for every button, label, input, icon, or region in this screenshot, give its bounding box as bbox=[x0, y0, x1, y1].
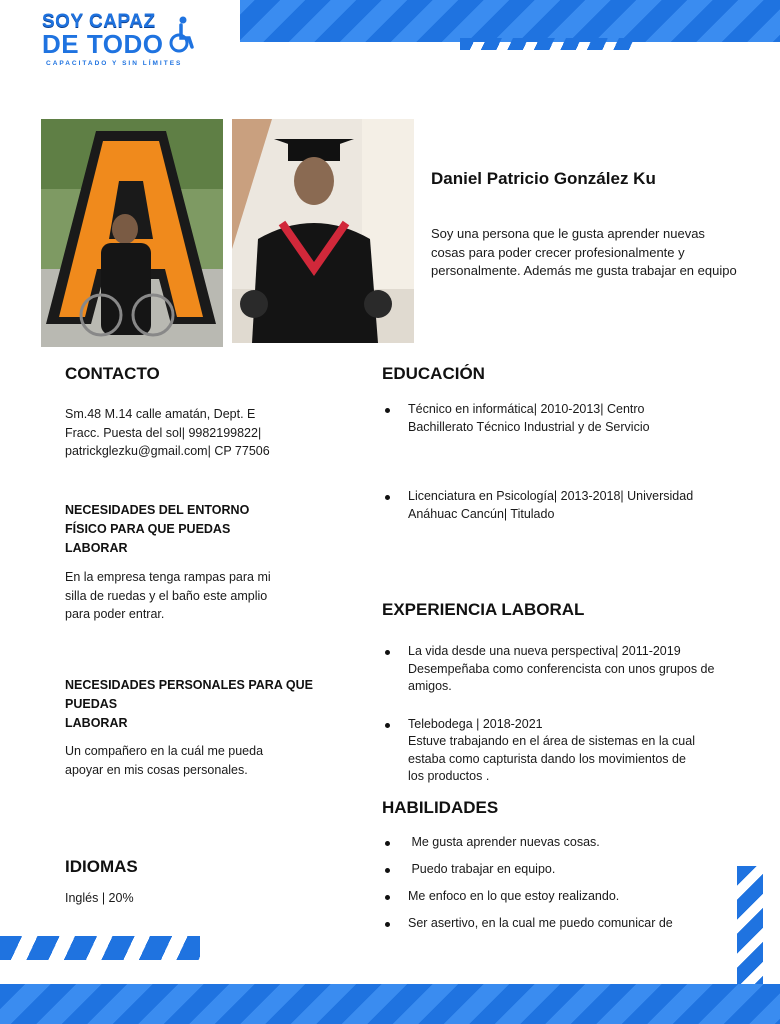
contact-details bbox=[65, 405, 345, 461]
list-item: Me enfoco en lo que estoy realizando. bbox=[382, 888, 732, 906]
physical-needs-heading-line: NECESIDADES DEL ENTORNO bbox=[65, 503, 250, 517]
skills-list bbox=[382, 834, 732, 933]
education-item-line: Técnico en informática| 2010-2013| Centro bbox=[408, 402, 645, 416]
profile-summary: Soy una persona que le gusta aprender nuevas cosas para poder crecer profesionalmente y personalmente. Además me gusta trabajar en equipo bbox=[431, 226, 737, 278]
skills-heading: HABILIDADES bbox=[382, 798, 499, 817]
experience-item-line: Telebodega | 2018-2021 bbox=[408, 716, 543, 731]
personal-needs-heading-line: PUEDAS bbox=[65, 697, 118, 711]
experience-heading: EXPERIENCIA LABORAL bbox=[382, 600, 585, 619]
list-item: Ser asertivo, en la cual me puedo comunicar de bbox=[382, 915, 732, 933]
personal-needs-heading bbox=[65, 676, 355, 733]
personal-needs-text bbox=[65, 742, 345, 779]
list-item bbox=[382, 643, 752, 696]
physical-needs-line: para poder entrar. bbox=[65, 607, 165, 621]
education-item-line: Anáhuac Cancún| Titulado bbox=[408, 506, 555, 521]
wheelchair-icon bbox=[167, 14, 195, 54]
profile-photo-letter bbox=[41, 119, 223, 347]
bottom-stripe-band bbox=[0, 984, 780, 1024]
list-item: Puedo trabajar en equipo. bbox=[382, 861, 732, 879]
physical-needs-heading-line: FÍSICO PARA QUE PUEDAS bbox=[65, 522, 231, 536]
personal-needs-line: Un compañero en la cuál me pueda bbox=[65, 744, 264, 758]
side-stripe-accent bbox=[737, 866, 763, 996]
experience-item-line: estaba como capturista dando los movimientos de bbox=[408, 751, 686, 766]
logo-line-2: DE TODO bbox=[42, 29, 164, 59]
physical-needs-line: silla de ruedas y el baño este amplio bbox=[65, 588, 268, 603]
physical-needs-heading-line: LABORAR bbox=[65, 541, 128, 555]
contact-email-line: patrickglezku@gmail.com| CP 77506 bbox=[65, 444, 270, 458]
candidate-name: Daniel Patricio González Ku bbox=[431, 169, 656, 188]
experience-item-line: Desempeñaba como conferencista con unos grupos de bbox=[408, 661, 715, 676]
education-item-line: Bachillerato Técnico Industrial y de Servicio bbox=[408, 419, 650, 434]
personal-needs-heading-line: LABORAR bbox=[65, 716, 128, 730]
education-heading: EDUCACIÓN bbox=[382, 364, 485, 383]
contact-address-line: Sm.48 M.14 calle amatán, Dept. E bbox=[65, 407, 256, 421]
list-item bbox=[382, 488, 742, 523]
education-list bbox=[382, 401, 742, 523]
experience-list bbox=[382, 643, 752, 786]
contact-heading: CONTACTO bbox=[65, 364, 160, 383]
personal-needs-line: apoyar en mis cosas personales. bbox=[65, 762, 248, 777]
language-entry: Inglés | 20% bbox=[65, 891, 134, 905]
experience-item-line: amigos. bbox=[408, 679, 452, 693]
logo-tagline: CAPACITADO Y SIN LÍMITES bbox=[46, 60, 183, 67]
top-dash-accent bbox=[460, 38, 640, 50]
profile-photo-graduation bbox=[232, 119, 414, 343]
logo-line-1: SOY CAPAZ bbox=[42, 11, 156, 32]
brand-logo bbox=[42, 12, 212, 72]
experience-item-line: La vida desde una nueva perspectiva| 2011-2019 bbox=[408, 644, 681, 658]
personal-needs-heading-line: NECESIDADES PERSONALES PARA QUE bbox=[65, 678, 313, 692]
education-item-line: Licenciatura en Psicología| 2013-2018| Universidad bbox=[408, 489, 694, 503]
languages-heading: IDIOMAS bbox=[65, 857, 138, 876]
list-item bbox=[382, 716, 752, 786]
physical-needs-line: En la empresa tenga rampas para mi bbox=[65, 570, 271, 584]
contact-phone-line: Fracc. Puesta del sol| 9982199822| bbox=[65, 425, 262, 440]
experience-item-line: los productos . bbox=[408, 769, 490, 783]
list-item: Me gusta aprender nuevas cosas. bbox=[382, 834, 732, 852]
experience-item-line: Estuve trabajando en el área de sistemas en la cual bbox=[408, 734, 695, 748]
list-item bbox=[382, 401, 742, 436]
bottom-dash-accent bbox=[0, 936, 200, 960]
physical-needs-heading bbox=[65, 501, 345, 558]
physical-needs-text bbox=[65, 568, 345, 624]
